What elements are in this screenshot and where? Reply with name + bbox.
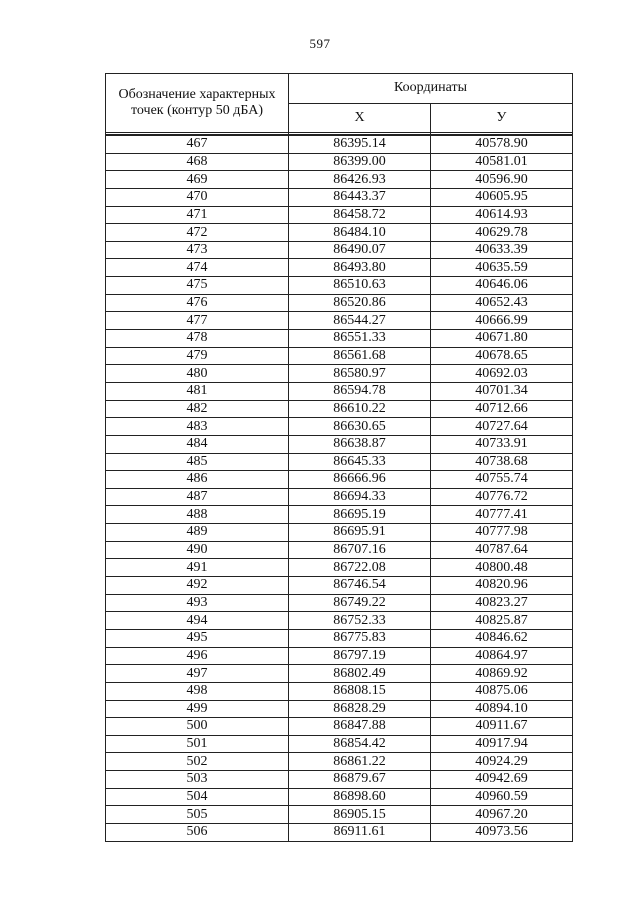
table-row (106, 594, 573, 612)
x-cell: 86707.16 (289, 541, 431, 559)
x-column-header: X (289, 103, 431, 133)
y-cell: 40911.67 (431, 718, 573, 736)
y-cell: 40701.34 (431, 382, 573, 400)
y-cell: 40733.91 (431, 435, 573, 453)
y-cell: 40846.62 (431, 629, 573, 647)
point-cell: 472 (106, 224, 289, 242)
point-cell: 476 (106, 294, 289, 312)
table-row (106, 153, 573, 171)
point-cell: 486 (106, 471, 289, 489)
x-cell: 86510.63 (289, 277, 431, 295)
x-cell: 86443.37 (289, 188, 431, 206)
x-cell: 86749.22 (289, 594, 431, 612)
x-cell: 86594.78 (289, 382, 431, 400)
y-cell: 40678.65 (431, 347, 573, 365)
x-cell: 86666.96 (289, 471, 431, 489)
point-cell: 480 (106, 365, 289, 383)
point-cell: 504 (106, 788, 289, 806)
x-cell: 86752.33 (289, 612, 431, 630)
x-cell: 86490.07 (289, 241, 431, 259)
x-cell: 86695.19 (289, 506, 431, 524)
point-cell: 478 (106, 330, 289, 348)
table-row (106, 365, 573, 383)
y-cell: 40605.95 (431, 188, 573, 206)
x-cell: 86610.22 (289, 400, 431, 418)
y-cell: 40869.92 (431, 665, 573, 683)
table-row (106, 541, 573, 559)
point-cell: 493 (106, 594, 289, 612)
y-cell: 40825.87 (431, 612, 573, 630)
table-row (106, 312, 573, 330)
x-cell: 86911.61 (289, 823, 431, 841)
point-cell: 490 (106, 541, 289, 559)
coordinates-table (105, 73, 573, 842)
x-cell: 86645.33 (289, 453, 431, 471)
point-cell: 475 (106, 277, 289, 295)
table-row (106, 823, 573, 841)
x-cell: 86399.00 (289, 153, 431, 171)
table-row (106, 629, 573, 647)
point-cell: 471 (106, 206, 289, 224)
x-cell: 86580.97 (289, 365, 431, 383)
y-cell: 40776.72 (431, 488, 573, 506)
table-row (106, 700, 573, 718)
point-cell: 482 (106, 400, 289, 418)
table-row (106, 682, 573, 700)
table-row (106, 241, 573, 259)
point-cell: 498 (106, 682, 289, 700)
point-cell: 477 (106, 312, 289, 330)
table-row (106, 188, 573, 206)
point-cell: 506 (106, 823, 289, 841)
y-cell: 40671.80 (431, 330, 573, 348)
table-row (106, 418, 573, 436)
point-cell: 469 (106, 171, 289, 189)
point-cell: 487 (106, 488, 289, 506)
table-row (106, 559, 573, 577)
y-cell: 40614.93 (431, 206, 573, 224)
point-cell: 494 (106, 612, 289, 630)
y-cell: 40820.96 (431, 577, 573, 595)
point-cell: 505 (106, 806, 289, 824)
x-cell: 86551.33 (289, 330, 431, 348)
x-cell: 86854.42 (289, 735, 431, 753)
table-row (106, 577, 573, 595)
x-cell: 86898.60 (289, 788, 431, 806)
point-cell: 485 (106, 453, 289, 471)
x-cell: 86561.68 (289, 347, 431, 365)
table-row (106, 347, 573, 365)
point-cell: 503 (106, 771, 289, 789)
x-cell: 86861.22 (289, 753, 431, 771)
y-cell: 40738.68 (431, 453, 573, 471)
y-cell: 40894.10 (431, 700, 573, 718)
point-cell: 489 (106, 524, 289, 542)
x-cell: 86695.91 (289, 524, 431, 542)
y-cell: 40646.06 (431, 277, 573, 295)
y-cell: 40652.43 (431, 294, 573, 312)
point-cell: 484 (106, 435, 289, 453)
point-cell: 474 (106, 259, 289, 277)
y-cell: 40727.64 (431, 418, 573, 436)
y-cell: 40755.74 (431, 471, 573, 489)
point-cell: 467 (106, 135, 289, 153)
y-cell: 40875.06 (431, 682, 573, 700)
x-cell: 86797.19 (289, 647, 431, 665)
x-cell: 86484.10 (289, 224, 431, 242)
table-row (106, 647, 573, 665)
x-cell: 86802.49 (289, 665, 431, 683)
point-cell: 499 (106, 700, 289, 718)
y-cell: 40864.97 (431, 647, 573, 665)
x-cell: 86426.93 (289, 171, 431, 189)
y-cell: 40924.29 (431, 753, 573, 771)
x-cell: 86638.87 (289, 435, 431, 453)
y-cell: 40973.56 (431, 823, 573, 841)
x-cell: 86458.72 (289, 206, 431, 224)
x-cell: 86746.54 (289, 577, 431, 595)
table-row (106, 259, 573, 277)
table-row (106, 330, 573, 348)
x-cell: 86905.15 (289, 806, 431, 824)
point-cell: 481 (106, 382, 289, 400)
point-cell: 479 (106, 347, 289, 365)
point-cell: 491 (106, 559, 289, 577)
table-row (106, 753, 573, 771)
x-cell: 86879.67 (289, 771, 431, 789)
y-cell: 40777.98 (431, 524, 573, 542)
y-cell: 40629.78 (431, 224, 573, 242)
y-cell: 40967.20 (431, 806, 573, 824)
table-row (106, 294, 573, 312)
table-row (106, 735, 573, 753)
coordinates-header: Координаты (289, 74, 573, 104)
table-row (106, 665, 573, 683)
table-row (106, 488, 573, 506)
table-row (106, 435, 573, 453)
point-cell: 473 (106, 241, 289, 259)
table-row (106, 771, 573, 789)
point-cell: 488 (106, 506, 289, 524)
y-cell: 40823.27 (431, 594, 573, 612)
y-cell: 40960.59 (431, 788, 573, 806)
point-designation-header: Обозначение характерных точек (контур 50 дБА) (106, 74, 289, 133)
y-cell: 40800.48 (431, 559, 573, 577)
table-header (106, 74, 573, 136)
table-row (106, 788, 573, 806)
y-cell: 40596.90 (431, 171, 573, 189)
table-row (106, 806, 573, 824)
y-cell: 40633.39 (431, 241, 573, 259)
x-cell: 86808.15 (289, 682, 431, 700)
point-cell: 468 (106, 153, 289, 171)
table-row (106, 612, 573, 630)
y-cell: 40787.64 (431, 541, 573, 559)
table-row (106, 524, 573, 542)
point-cell: 470 (106, 188, 289, 206)
x-cell: 86520.86 (289, 294, 431, 312)
y-cell: 40578.90 (431, 135, 573, 153)
x-cell: 86493.80 (289, 259, 431, 277)
table-body (106, 135, 573, 841)
point-cell: 492 (106, 577, 289, 595)
page-number: 597 (309, 36, 331, 51)
y-column-header: У (431, 103, 573, 133)
x-cell: 86544.27 (289, 312, 431, 330)
y-cell: 40581.01 (431, 153, 573, 171)
y-cell: 40777.41 (431, 506, 573, 524)
y-cell: 40712.66 (431, 400, 573, 418)
table-row (106, 277, 573, 295)
x-cell: 86775.83 (289, 629, 431, 647)
table-row (106, 718, 573, 736)
table-row (106, 206, 573, 224)
y-cell: 40666.99 (431, 312, 573, 330)
y-cell: 40942.69 (431, 771, 573, 789)
table-row (106, 506, 573, 524)
table-row (106, 382, 573, 400)
point-cell: 495 (106, 629, 289, 647)
table-row (106, 471, 573, 489)
x-cell: 86722.08 (289, 559, 431, 577)
table-row (106, 171, 573, 189)
table-row (106, 224, 573, 242)
x-cell: 86847.88 (289, 718, 431, 736)
y-cell: 40692.03 (431, 365, 573, 383)
y-cell: 40635.59 (431, 259, 573, 277)
x-cell: 86395.14 (289, 135, 431, 153)
x-cell: 86630.65 (289, 418, 431, 436)
point-cell: 500 (106, 718, 289, 736)
table-row (106, 135, 573, 153)
x-cell: 86694.33 (289, 488, 431, 506)
table-row (106, 400, 573, 418)
point-cell: 496 (106, 647, 289, 665)
x-cell: 86828.29 (289, 700, 431, 718)
point-cell: 497 (106, 665, 289, 683)
point-cell: 502 (106, 753, 289, 771)
y-cell: 40917.94 (431, 735, 573, 753)
point-cell: 483 (106, 418, 289, 436)
point-cell: 501 (106, 735, 289, 753)
table-row (106, 453, 573, 471)
